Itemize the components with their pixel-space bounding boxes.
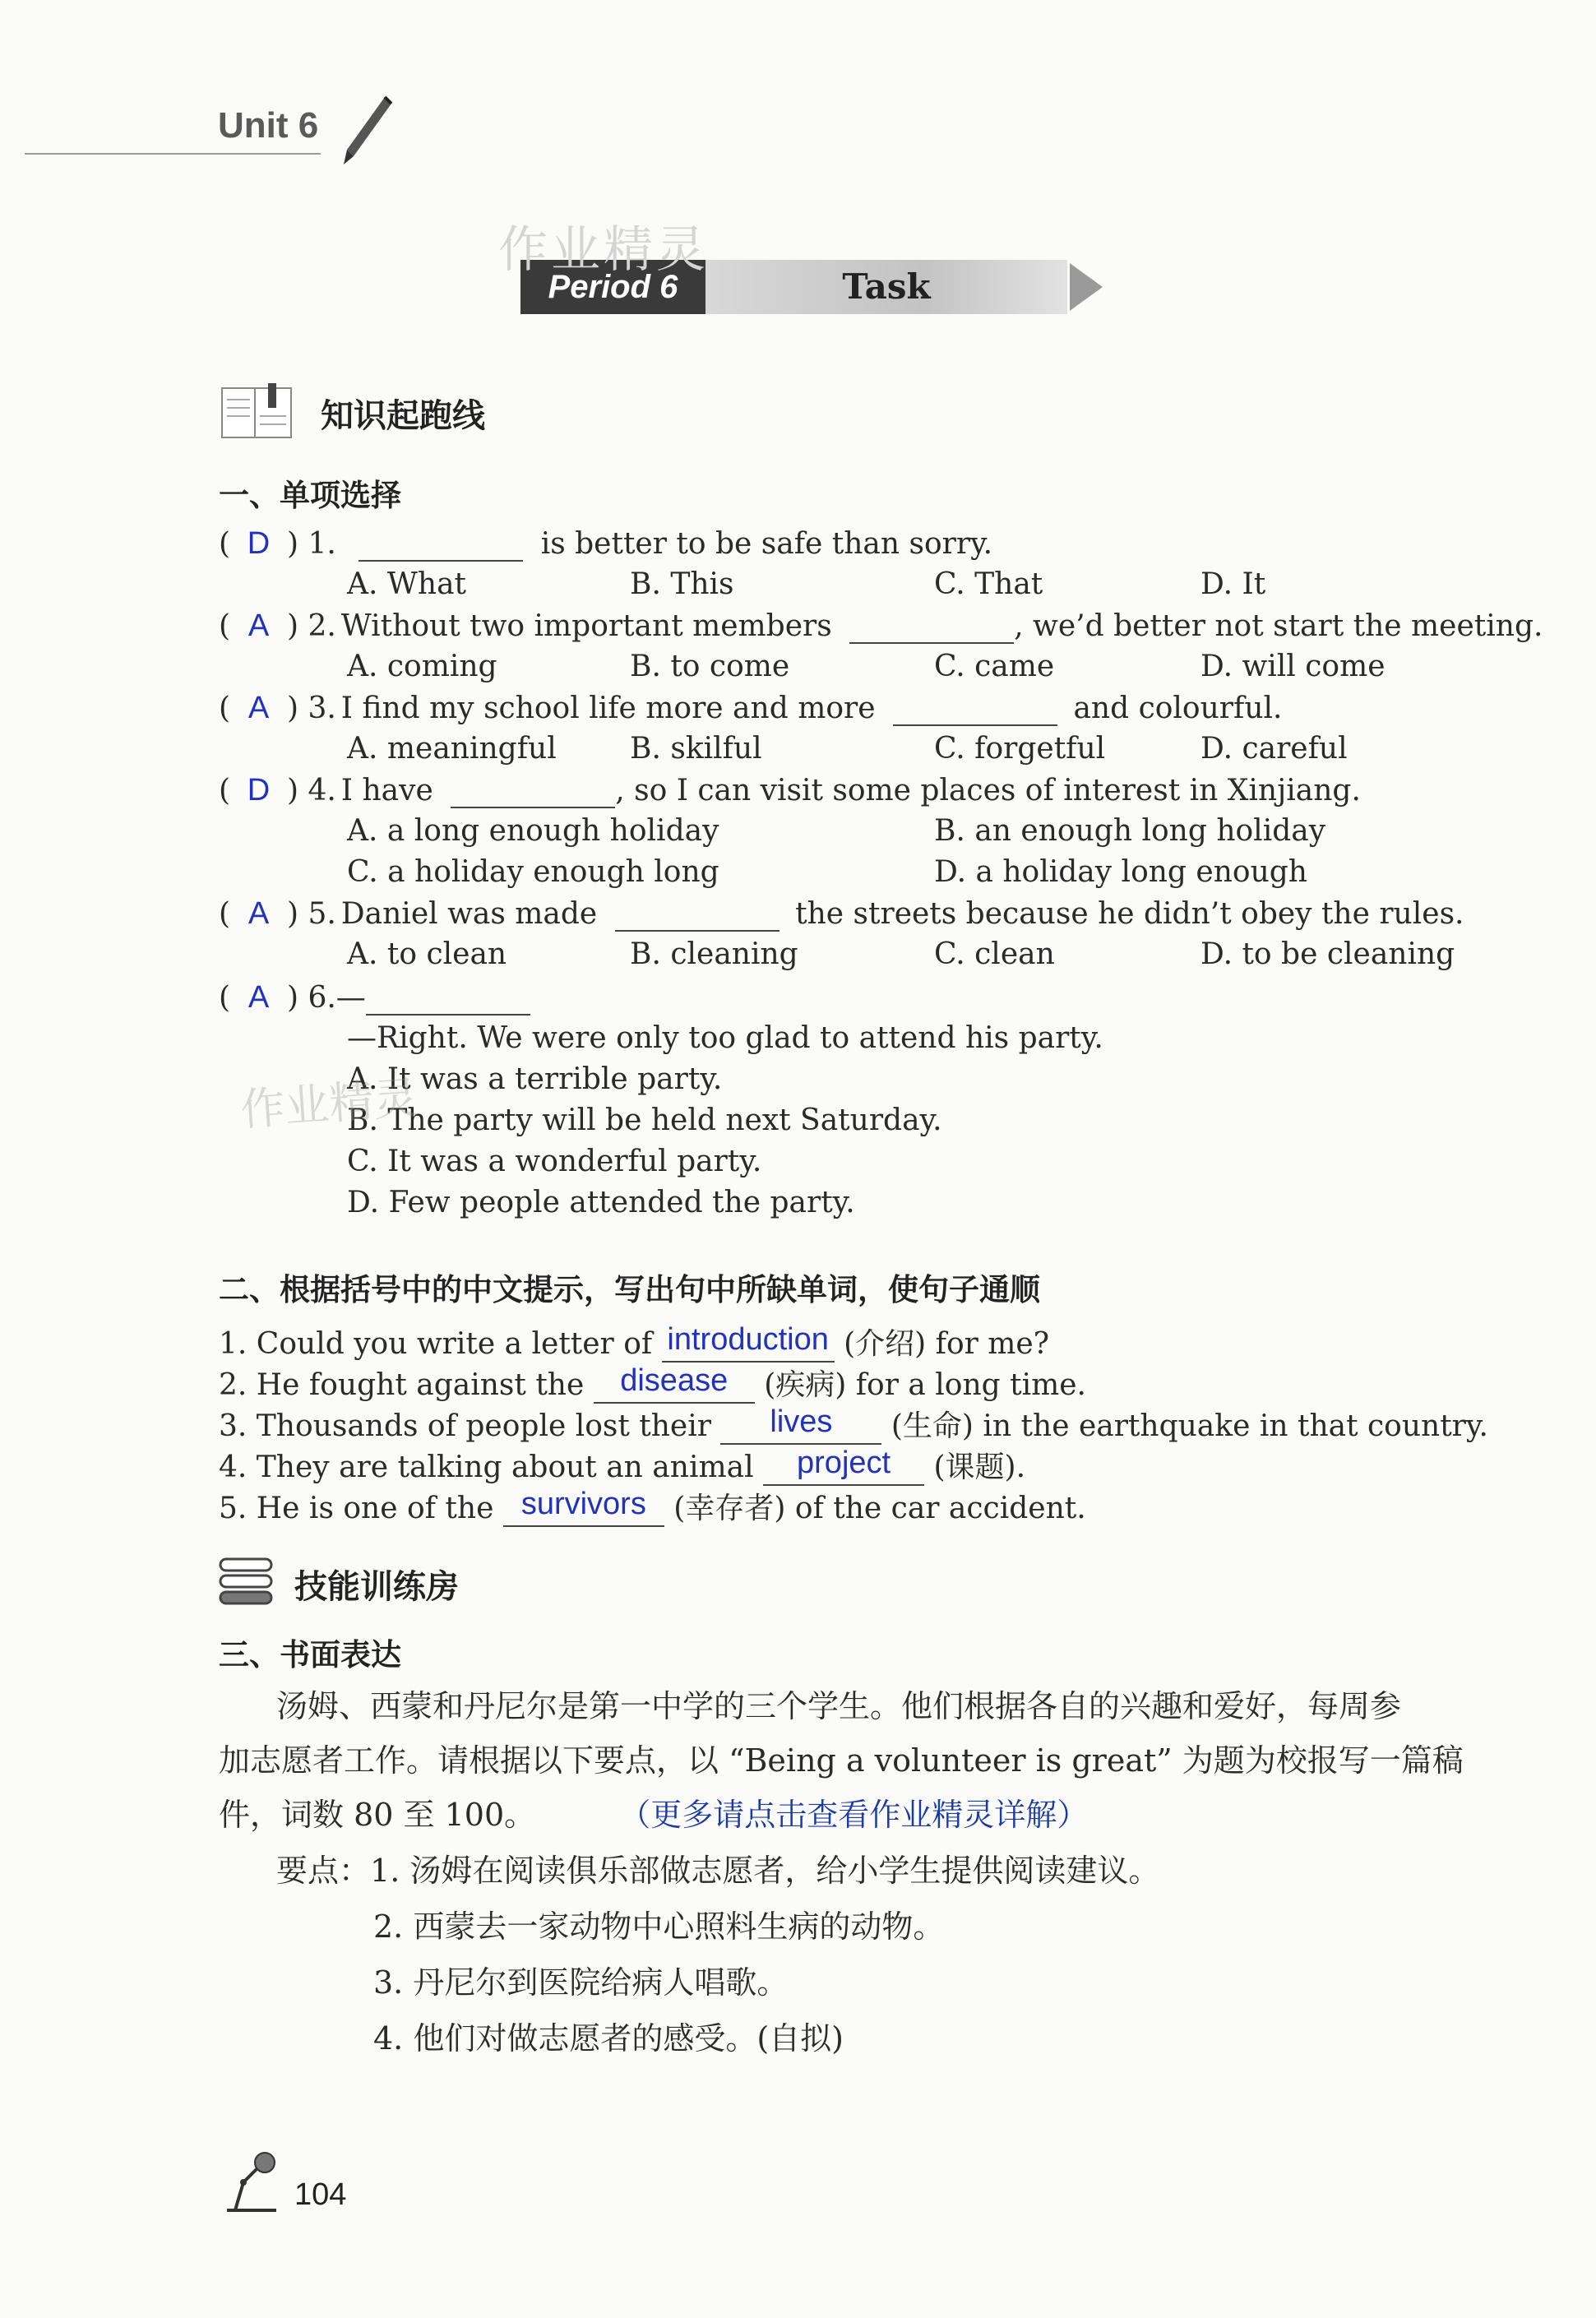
- answer-2: A: [247, 608, 270, 643]
- fill-item-1: 1. Could you write a letter of introduction (介绍) for me?: [219, 1322, 1050, 1361]
- more-details-link[interactable]: （更多请点击查看作业精灵详解）: [619, 1797, 1089, 1833]
- q6-option-a: A. It was a terrible party.: [347, 1062, 723, 1096]
- q1-option-a: A. What: [347, 567, 467, 601]
- blank-2: [849, 611, 1014, 644]
- banner-arrow-icon: [1070, 263, 1103, 311]
- book-icon: [219, 383, 298, 442]
- fill-item-3: 3. Thousands of people lost their lives (生命) in the earthquake in that country.: [219, 1404, 1488, 1443]
- question-2: ( A ) 2. Without two important members , we’d better not start the meeting.: [219, 608, 1543, 643]
- pen-icon: [337, 92, 395, 170]
- q3-option-a: A. meaningful: [347, 732, 557, 766]
- blank-4: [451, 775, 615, 808]
- page-number: 104: [294, 2177, 347, 2212]
- q3-option-d: D. careful: [1200, 732, 1348, 766]
- points-line-1: 要点：1. 汤姆在阅读俱乐部做志愿者，给小学生提供阅读建议。: [276, 1853, 1160, 1889]
- points-line-3: 3. 丹尼尔到医院给病人唱歌。: [373, 1964, 789, 2001]
- question-3: ( A ) 3. I find my school life more and more and colourful.: [219, 691, 1283, 725]
- blank-6: [366, 983, 530, 1016]
- q6-reply: —Right. We were only too glad to attend his party.: [347, 1021, 1103, 1055]
- blank-5: [615, 899, 779, 932]
- header-rule: [25, 153, 321, 155]
- points-line-2: 2. 西蒙去一家动物中心照料生病的动物。: [373, 1909, 945, 1945]
- watermark-middle: 作业精灵: [238, 1073, 420, 1136]
- q2-option-c: C. came: [934, 650, 1055, 683]
- period-label: Period 6: [520, 260, 705, 314]
- fill-blank-2: disease: [594, 1371, 755, 1404]
- q1-option-b: B. This: [630, 567, 734, 601]
- fill-blank-1: introduction: [662, 1330, 835, 1363]
- part2-title: 二、根据括号中的中文提示，写出句中所缺单词，使句子通顺: [219, 1271, 1040, 1307]
- question-6: ( A ) 6.—: [219, 980, 530, 1016]
- fill-item-2: 2. He fought against the disease (疾病) for a long time.: [219, 1363, 1087, 1402]
- section-skills-title: 技能训练房: [294, 1567, 459, 1606]
- question-1: ( D ) 1. is better to be safe than sorry.: [219, 526, 993, 561]
- q5-option-b: B. cleaning: [630, 937, 798, 971]
- fill-item-5: 5. He is one of the survivors (幸存者) of the car accident.: [219, 1487, 1086, 1525]
- blank-1: [359, 529, 523, 562]
- lamp-icon: [219, 2149, 285, 2214]
- fill-blank-5: survivors: [503, 1494, 664, 1527]
- blank-3: [893, 693, 1057, 726]
- q1-option-d: D. It: [1200, 567, 1266, 601]
- question-5: ( A ) 5. Daniel was made the streets because he didn’t obey the rules.: [219, 896, 1464, 931]
- fill-blank-4: project: [763, 1453, 924, 1486]
- q1-option-c: C. That: [934, 567, 1043, 601]
- question-4: ( D ) 4. I have , so I can visit some places of interest in Xinjiang.: [219, 773, 1361, 807]
- q3-option-c: C. forgetful: [934, 732, 1106, 766]
- unit-title: Unit 6: [218, 105, 319, 146]
- answer-4: D: [247, 773, 271, 807]
- answer-5: A: [247, 896, 270, 931]
- q4-option-c: C. a holiday enough long: [347, 855, 719, 889]
- points-line-4: 4. 他们对做志愿者的感受。(自拟): [373, 2020, 844, 2057]
- q6-option-b: B. The party will be held next Saturday.: [347, 1103, 942, 1137]
- answer-1: D: [247, 526, 271, 561]
- q3-option-b: B. skilful: [630, 732, 762, 766]
- section-knowledge-title: 知识起跑线: [321, 396, 485, 435]
- fill-item-4: 4. They are talking about an animal project (课题).: [219, 1446, 1026, 1484]
- fill-blank-3: lives: [720, 1412, 881, 1445]
- writing-prompt-line-1: 汤姆、西蒙和丹尼尔是第一中学的三个学生。他们根据各自的兴趣和爱好，每周参: [276, 1688, 1402, 1724]
- q4-option-b: B. an enough long holiday: [934, 814, 1326, 848]
- writing-prompt-line-3: 件，词数 80 至 100。 （更多请点击查看作业精灵详解）: [219, 1797, 1089, 1833]
- writing-prompt-line-2: 加志愿者工作。请根据以下要点，以 “Being a volunteer is great” 为题为校报写一篇稿: [219, 1742, 1464, 1779]
- answer-3: A: [247, 691, 270, 725]
- q5-option-d: D. to be cleaning: [1200, 937, 1455, 971]
- q5-option-c: C. clean: [934, 937, 1055, 971]
- q5-option-a: A. to clean: [347, 937, 507, 971]
- part1-title: 一、单项选择: [219, 477, 401, 513]
- q2-option-a: A. coming: [347, 650, 497, 683]
- stack-icon: [219, 1556, 276, 1607]
- q4-option-a: A. a long enough holiday: [347, 814, 719, 848]
- period-topic: Task: [705, 260, 1067, 314]
- answer-6: A: [247, 980, 270, 1015]
- q2-option-d: D. will come: [1200, 650, 1386, 683]
- part3-title: 三、书面表达: [219, 1636, 401, 1673]
- q4-option-d: D. a holiday long enough: [934, 855, 1307, 889]
- q6-option-d: D. Few people attended the party.: [347, 1186, 855, 1219]
- q6-option-c: C. It was a wonderful party.: [347, 1145, 762, 1178]
- watermark-top: 作业精灵: [498, 222, 709, 277]
- q2-option-b: B. to come: [630, 650, 790, 683]
